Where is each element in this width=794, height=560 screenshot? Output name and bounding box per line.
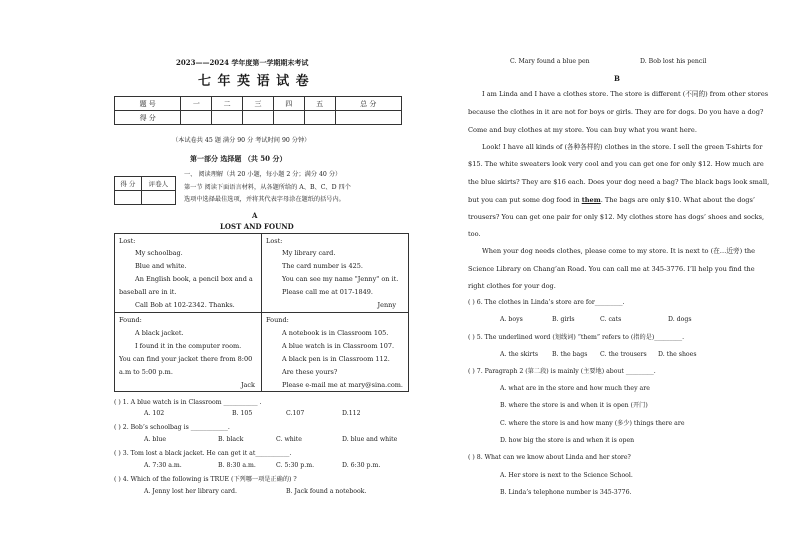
question-2: ( ) 2. Bob’s schoolbag is ____________. [114,424,230,431]
passage-b-line: When your dog needs clothes, please come to my store. It is next to (在…近旁) the [482,247,756,255]
option[interactable]: B. Linda’s telephone number is 345-3776. [500,489,632,496]
score-table-header-row [115,97,402,111]
notice-line: Please e-mail me at mary@sina.com. [282,381,404,389]
option[interactable]: C. where the store is and how many (多少) things there are [500,420,685,427]
question-8: ( ) 8. What can we know about Linda and her store? [468,454,631,461]
grader-table [114,176,176,205]
exam-title: 七 年 英 语 试 卷 [198,74,310,89]
option[interactable]: C. 5:30 p.m. [276,462,315,469]
notice-line: Are these yours? [282,368,338,376]
passage-b-line: too. [468,230,481,238]
notice-line: You can find your jacket there from 8:00 [119,355,253,363]
option[interactable]: B. Jack found a notebook. [286,488,367,495]
score-cell: 总 分 [335,97,401,111]
option[interactable]: B. the bags [552,351,588,358]
notice-signature: Jenny [377,301,396,309]
notice-line: a.m to 5:00 p.m. [119,368,173,376]
exam-info: （本试卷共 45 题 满分 90 分 考试时间 90 分钟） [172,137,311,144]
option[interactable]: A. 7:30 a.m. [144,462,182,469]
notice-lost-jenny [261,233,409,313]
section-instruction: 第一节 阅读下面语言材料，从各题所给的 A、B、C、D 四个 [184,184,351,191]
score-table [114,96,402,125]
score-cell: 二 [212,97,243,111]
notice-line: A black pen is in Classroom 112. [282,355,390,363]
passage-b-line [468,196,768,204]
option[interactable]: D.112 [342,410,361,417]
option[interactable]: D. dogs [668,316,692,323]
option[interactable]: B. girls [552,316,575,323]
passage-b-line: trousers? You can get one pair for only $12. My clothes store has dogs’ shoes and socks, [468,213,765,221]
notice-line: Call Bob at 102-2342. Thanks. [135,301,235,309]
question-5: ( ) 5. The underlined word (划线词) “them” refers to (指的是)_________. [468,334,685,341]
score-cell[interactable] [335,111,401,125]
passage-b-line: Science Library on Chang’an Road. You can call me at 345-3776. I’ll help you find the [468,265,755,273]
passage-b-line: right clothes for your dog. [468,282,556,290]
option[interactable]: B. 8:30 a.m. [218,462,256,469]
option[interactable]: A. what are in the store and how much they are [500,385,650,392]
score-cell[interactable] [304,111,335,125]
notice-label: Lost: [119,237,136,245]
option[interactable]: C. the trousers [600,351,647,358]
passage-a-title: LOST AND FOUND [220,222,294,231]
score-cell[interactable] [243,111,274,125]
notice-line: You can see my name "Jenny" on it. [282,275,399,283]
option[interactable]: B. where the store is and when it is open (开门) [500,402,648,409]
option[interactable]: A. boys [500,316,523,323]
notice-lost-bob [114,233,262,313]
notice-line: A black jacket. [135,329,184,337]
passage-b-letter: B [614,74,620,83]
section-instruction: 选项中选择最佳选项，并将其代表字母涂在题纸的括号内。 [184,196,345,203]
notice-label: Found: [119,316,142,324]
notice-line: The card number is 425. [282,262,363,270]
option[interactable]: C. Mary found a blue pen [510,58,590,65]
passage-b-line: the blue skirts? They are $16 each. Does your dog need a bag? The black bags look small, [468,178,770,186]
option[interactable]: D. 6:30 p.m. [342,462,381,469]
option[interactable]: C.107 [286,410,305,417]
question-1: ( ) 1. A blue watch is in Classroom ___________ . [114,399,262,406]
option[interactable]: D. Bob lost his pencil [640,58,707,65]
passage-text: . The bags are only $10. What about the dogs’ [600,196,756,204]
option[interactable]: D. how big the store is and when it is open [500,437,635,444]
exam-year-heading: 2023——2024 学年度第一学期期末考试 [176,58,309,67]
part1-heading: 第一部分 选择题 （共 50 分） [190,154,287,163]
notice-line: My schoolbag. [135,249,183,257]
score-cell: 五 [304,97,335,111]
notice-line: Blue and white. [135,262,187,270]
underlined-word-them: them [581,196,601,204]
option[interactable]: C. cats [600,316,622,323]
option[interactable]: A. the skirts [500,351,539,358]
grader-cell[interactable] [115,191,142,205]
passage-b-line: Look! I have all kinds of (各种各样的) clothes in the store. I sell the green T-shirts for [482,143,763,151]
option[interactable]: B. 105 [232,410,253,417]
option[interactable]: A. 102 [144,410,165,417]
option[interactable]: A. Her store is next to the Science School. [500,472,633,479]
passage-b-line: because the clothes in it are not for boys or girls. They are for dogs. Do you have a dog? [468,108,764,116]
option[interactable]: D. the shoes [658,351,697,358]
option[interactable]: D. blue and white [342,436,398,443]
option[interactable]: C. white [276,436,302,443]
notice-line: An English book, a pencil box and a [135,275,253,283]
passage-b-line: $15. The white sweaters look very cool and you can get one for only $12. How much are [468,160,764,168]
score-cell: 四 [273,97,304,111]
option[interactable]: A. blue [144,436,166,443]
score-cell[interactable] [212,111,243,125]
notice-signature: Jack [240,381,255,389]
option[interactable]: B. black [218,436,244,443]
score-cell[interactable] [273,111,304,125]
notice-found-jack [114,312,262,392]
notice-line: A blue watch is in Classroom 107. [282,342,395,350]
section-heading: 一、 阅读理解（共 20 小题，每小题 2 分；满分 40 分） [184,171,342,178]
notice-line: Please call me at 017-1849. [282,288,374,296]
passage-b-line: Come and buy clothes at my store. You can buy what you want here. [468,126,697,134]
grader-cell: 得 分 [115,177,142,191]
question-6: ( ) 6. The clothes in Linda’s store are for_________. [468,299,625,306]
notice-label: Found: [266,316,289,324]
score-cell[interactable] [181,111,212,125]
question-7: ( ) 7. Paragraph 2 (第二段) is mainly (主要地) about _________. [468,368,656,375]
question-4: ( ) 4. Which of the following is TRUE (下列哪一项是正确的) ? [114,476,297,483]
notice-line: My library card. [282,249,336,257]
passage-text: but you can put some dog food in [468,196,582,204]
grader-cell: 评卷人 [141,177,175,191]
option[interactable]: A. Jenny lost her library card. [144,488,237,495]
score-table-score-row [115,111,402,125]
score-cell: 题 号 [115,97,181,111]
notice-line: I found it in the computer room. [135,342,242,350]
notice-label: Lost: [266,237,283,245]
notice-line: A notebook is in Classroom 105. [282,329,389,337]
passage-a-letter: A [252,211,258,220]
notice-found-mary [261,312,409,392]
question-3: ( ) 3. Tom lost a black jacket. He can get it at___________. [114,450,292,457]
passage-b-line: I am Linda and I have a clothes store. The store is different (不同的) from other stores [482,90,769,98]
notice-line: baseball are in it. [119,288,177,296]
score-cell: 一 [181,97,212,111]
grader-cell[interactable] [141,191,175,205]
score-cell: 三 [243,97,274,111]
score-cell: 得 分 [115,111,181,125]
